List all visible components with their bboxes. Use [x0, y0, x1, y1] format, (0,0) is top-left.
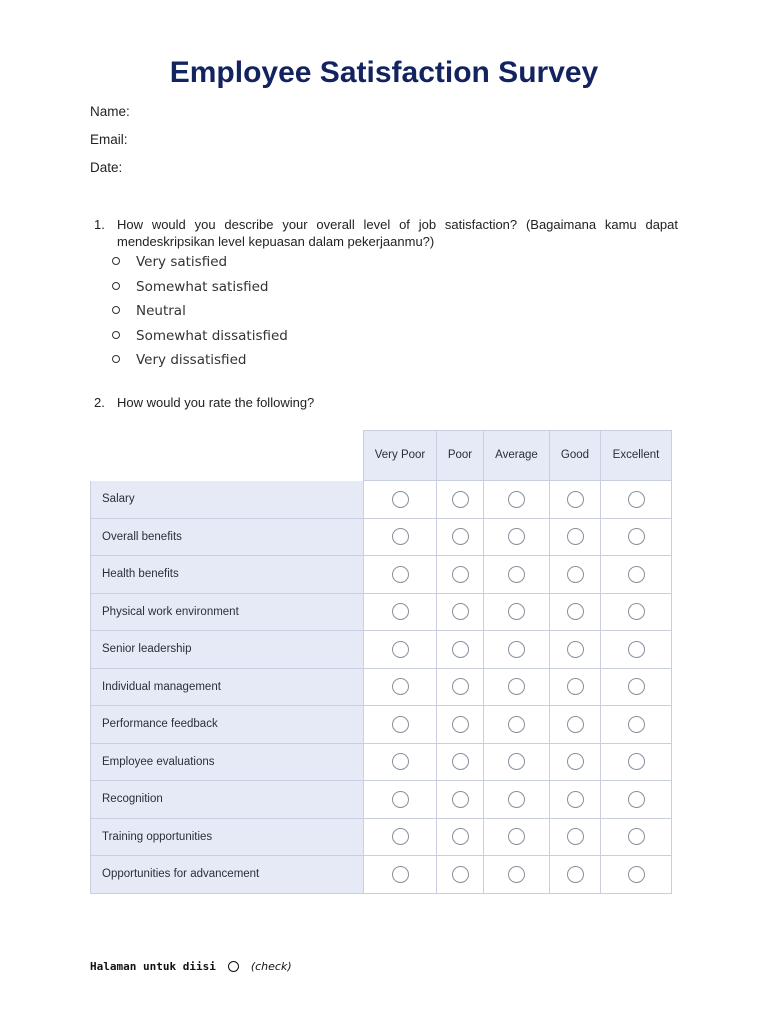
question-1-text: How would you describe your overall level of job satisfaction? (Bagaimana kamu dapat mendeskripsikan level kepuasan dalam pekerjaanmu?) [117, 217, 678, 249]
table-row [90, 631, 672, 669]
table-row [90, 556, 672, 594]
radio-excellent[interactable] [628, 641, 645, 658]
bullet-circle-icon [112, 306, 120, 314]
table-row [90, 781, 672, 819]
table-row [90, 519, 672, 557]
rating-cell-good [549, 631, 600, 669]
option-very-satisfied[interactable] [112, 252, 288, 277]
rating-cell-good [549, 481, 600, 519]
option-label: Very dissatisfied [136, 352, 247, 368]
radio-very-poor[interactable] [392, 716, 409, 733]
radio-good[interactable] [567, 528, 584, 545]
rating-cell-average [483, 631, 549, 669]
radio-average[interactable] [508, 828, 525, 845]
radio-poor[interactable] [452, 866, 469, 883]
radio-excellent[interactable] [628, 716, 645, 733]
bullet-circle-icon [112, 355, 120, 363]
radio-excellent[interactable] [628, 791, 645, 808]
email-field-label: Email: [90, 132, 128, 147]
row-label: Salary [90, 481, 364, 519]
table-row [90, 706, 672, 744]
radio-very-poor[interactable] [392, 491, 409, 508]
radio-average[interactable] [508, 791, 525, 808]
rating-cell-excellent [600, 744, 672, 782]
rating-cell-poor [436, 781, 483, 819]
rating-cell-excellent [600, 631, 672, 669]
page-title: Employee Satisfaction Survey [169, 56, 599, 89]
row-label: Health benefits [90, 556, 364, 594]
radio-excellent[interactable] [628, 603, 645, 620]
radio-poor[interactable] [452, 791, 469, 808]
rating-cell-average [483, 481, 549, 519]
rating-cell-excellent [600, 594, 672, 632]
rating-cell-poor [436, 519, 483, 557]
radio-excellent[interactable] [628, 491, 645, 508]
rating-cell-good [549, 856, 600, 894]
table-row [90, 856, 672, 894]
row-label: Opportunities for advancement [90, 856, 364, 894]
rating-cell-poor [436, 556, 483, 594]
radio-very-poor[interactable] [392, 641, 409, 658]
rating-cell-poor [436, 594, 483, 632]
radio-good[interactable] [567, 566, 584, 583]
rating-cell-very-poor [363, 594, 436, 632]
rating-table-header [90, 430, 672, 481]
row-label: Training opportunities [90, 819, 364, 857]
rating-cell-average [483, 781, 549, 819]
option-label: Somewhat dissatisfied [136, 327, 288, 344]
rating-cell-good [549, 744, 600, 782]
row-label: Overall benefits [90, 519, 364, 557]
radio-very-poor[interactable] [392, 678, 409, 695]
question-2-number: 2. [94, 395, 105, 410]
radio-poor[interactable] [452, 641, 469, 658]
row-label: Employee evaluations [90, 744, 364, 782]
radio-excellent[interactable] [628, 678, 645, 695]
radio-average[interactable] [508, 678, 525, 695]
column-header-excellent: Excellent [600, 430, 672, 481]
column-header-poor: Poor [436, 430, 483, 481]
rating-cell-poor [436, 819, 483, 857]
radio-excellent[interactable] [628, 866, 645, 883]
row-label: Physical work environment [90, 594, 364, 632]
radio-very-poor[interactable] [392, 566, 409, 583]
radio-average[interactable] [508, 491, 525, 508]
radio-excellent[interactable] [628, 566, 645, 583]
rating-cell-average [483, 819, 549, 857]
radio-very-poor[interactable] [392, 603, 409, 620]
date-field-label: Date: [90, 160, 123, 175]
row-label: Recognition [90, 781, 364, 819]
radio-average[interactable] [508, 566, 525, 583]
rating-cell-very-poor [363, 519, 436, 557]
radio-good[interactable] [567, 716, 584, 733]
rating-cell-average [483, 594, 549, 632]
rating-cell-poor [436, 669, 483, 707]
question-2 [94, 394, 678, 411]
radio-average[interactable] [508, 603, 525, 620]
radio-good[interactable] [567, 866, 584, 883]
bullet-circle-icon [112, 331, 120, 339]
rating-cell-excellent [600, 669, 672, 707]
rating-cell-excellent [600, 781, 672, 819]
rating-cell-excellent [600, 706, 672, 744]
radio-average[interactable] [508, 866, 525, 883]
footer-hint: (check) [250, 960, 292, 973]
footer-label: Halaman untuk diisi [90, 960, 216, 973]
table-row [90, 669, 672, 707]
question-1 [94, 216, 678, 250]
rating-cell-very-poor [363, 744, 436, 782]
name-field-label: Name: [90, 104, 130, 119]
rating-cell-good [549, 669, 600, 707]
radio-average[interactable] [508, 753, 525, 770]
radio-poor[interactable] [452, 753, 469, 770]
option-very-dissatisfied[interactable] [112, 350, 288, 375]
rating-cell-average [483, 519, 549, 557]
radio-good[interactable] [567, 828, 584, 845]
rating-cell-very-poor [363, 781, 436, 819]
radio-very-poor[interactable] [392, 528, 409, 545]
rating-cell-good [549, 781, 600, 819]
rating-cell-good [549, 519, 600, 557]
radio-poor[interactable] [452, 828, 469, 845]
row-label: Performance feedback [90, 706, 364, 744]
rating-cell-excellent [600, 856, 672, 894]
radio-poor[interactable] [452, 566, 469, 583]
radio-very-poor[interactable] [392, 828, 409, 845]
rating-cell-very-poor [363, 706, 436, 744]
option-label: Neutral [136, 303, 186, 319]
footer-check-circle-icon[interactable] [228, 961, 239, 972]
rating-cell-poor [436, 744, 483, 782]
question-1-options [112, 252, 288, 375]
radio-good[interactable] [567, 678, 584, 695]
rating-cell-average [483, 856, 549, 894]
question-2-text: How would you rate the following? [117, 395, 315, 410]
table-row [90, 594, 672, 632]
radio-very-poor[interactable] [392, 866, 409, 883]
option-label: Very satisfied [136, 254, 228, 270]
option-label: Somewhat satisfied [136, 278, 269, 295]
rating-cell-poor [436, 706, 483, 744]
rating-cell-average [483, 706, 549, 744]
rating-cell-poor [436, 481, 483, 519]
table-row [90, 819, 672, 857]
radio-good[interactable] [567, 641, 584, 658]
radio-poor[interactable] [452, 491, 469, 508]
rating-cell-very-poor [363, 556, 436, 594]
table-row [90, 481, 672, 519]
footer [90, 960, 292, 973]
table-row [90, 744, 672, 782]
option-somewhat-satisfied[interactable] [112, 277, 288, 302]
rating-cell-average [483, 556, 549, 594]
rating-cell-good [549, 556, 600, 594]
rating-cell-excellent [600, 556, 672, 594]
rating-cell-average [483, 669, 549, 707]
row-label: Senior leadership [90, 631, 364, 669]
rating-cell-excellent [600, 519, 672, 557]
column-header-good: Good [549, 430, 600, 481]
radio-good[interactable] [567, 603, 584, 620]
question-1-number: 1. [94, 217, 105, 232]
radio-excellent[interactable] [628, 753, 645, 770]
rating-cell-good [549, 594, 600, 632]
rating-cell-average [483, 744, 549, 782]
radio-poor[interactable] [452, 603, 469, 620]
rating-cell-very-poor [363, 481, 436, 519]
radio-poor[interactable] [452, 716, 469, 733]
bullet-circle-icon [112, 282, 120, 290]
rating-cell-poor [436, 631, 483, 669]
column-header-very-poor: Very Poor [363, 430, 436, 481]
option-neutral[interactable] [112, 301, 288, 326]
radio-average[interactable] [508, 641, 525, 658]
radio-very-poor[interactable] [392, 753, 409, 770]
rating-cell-good [549, 706, 600, 744]
radio-excellent[interactable] [628, 828, 645, 845]
radio-average[interactable] [508, 716, 525, 733]
rating-cell-excellent [600, 819, 672, 857]
radio-good[interactable] [567, 491, 584, 508]
rating-cell-good [549, 819, 600, 857]
column-header-average: Average [483, 430, 549, 481]
radio-excellent[interactable] [628, 528, 645, 545]
row-label: Individual management [90, 669, 364, 707]
radio-very-poor[interactable] [392, 791, 409, 808]
option-somewhat-dissatisfied[interactable] [112, 326, 288, 351]
radio-average[interactable] [508, 528, 525, 545]
bullet-circle-icon [112, 257, 120, 265]
radio-poor[interactable] [452, 678, 469, 695]
rating-cell-excellent [600, 481, 672, 519]
rating-cell-poor [436, 856, 483, 894]
radio-good[interactable] [567, 753, 584, 770]
rating-cell-very-poor [363, 819, 436, 857]
radio-poor[interactable] [452, 528, 469, 545]
rating-table [90, 430, 672, 894]
rating-cell-very-poor [363, 669, 436, 707]
rating-cell-very-poor [363, 631, 436, 669]
radio-good[interactable] [567, 791, 584, 808]
rating-cell-very-poor [363, 856, 436, 894]
